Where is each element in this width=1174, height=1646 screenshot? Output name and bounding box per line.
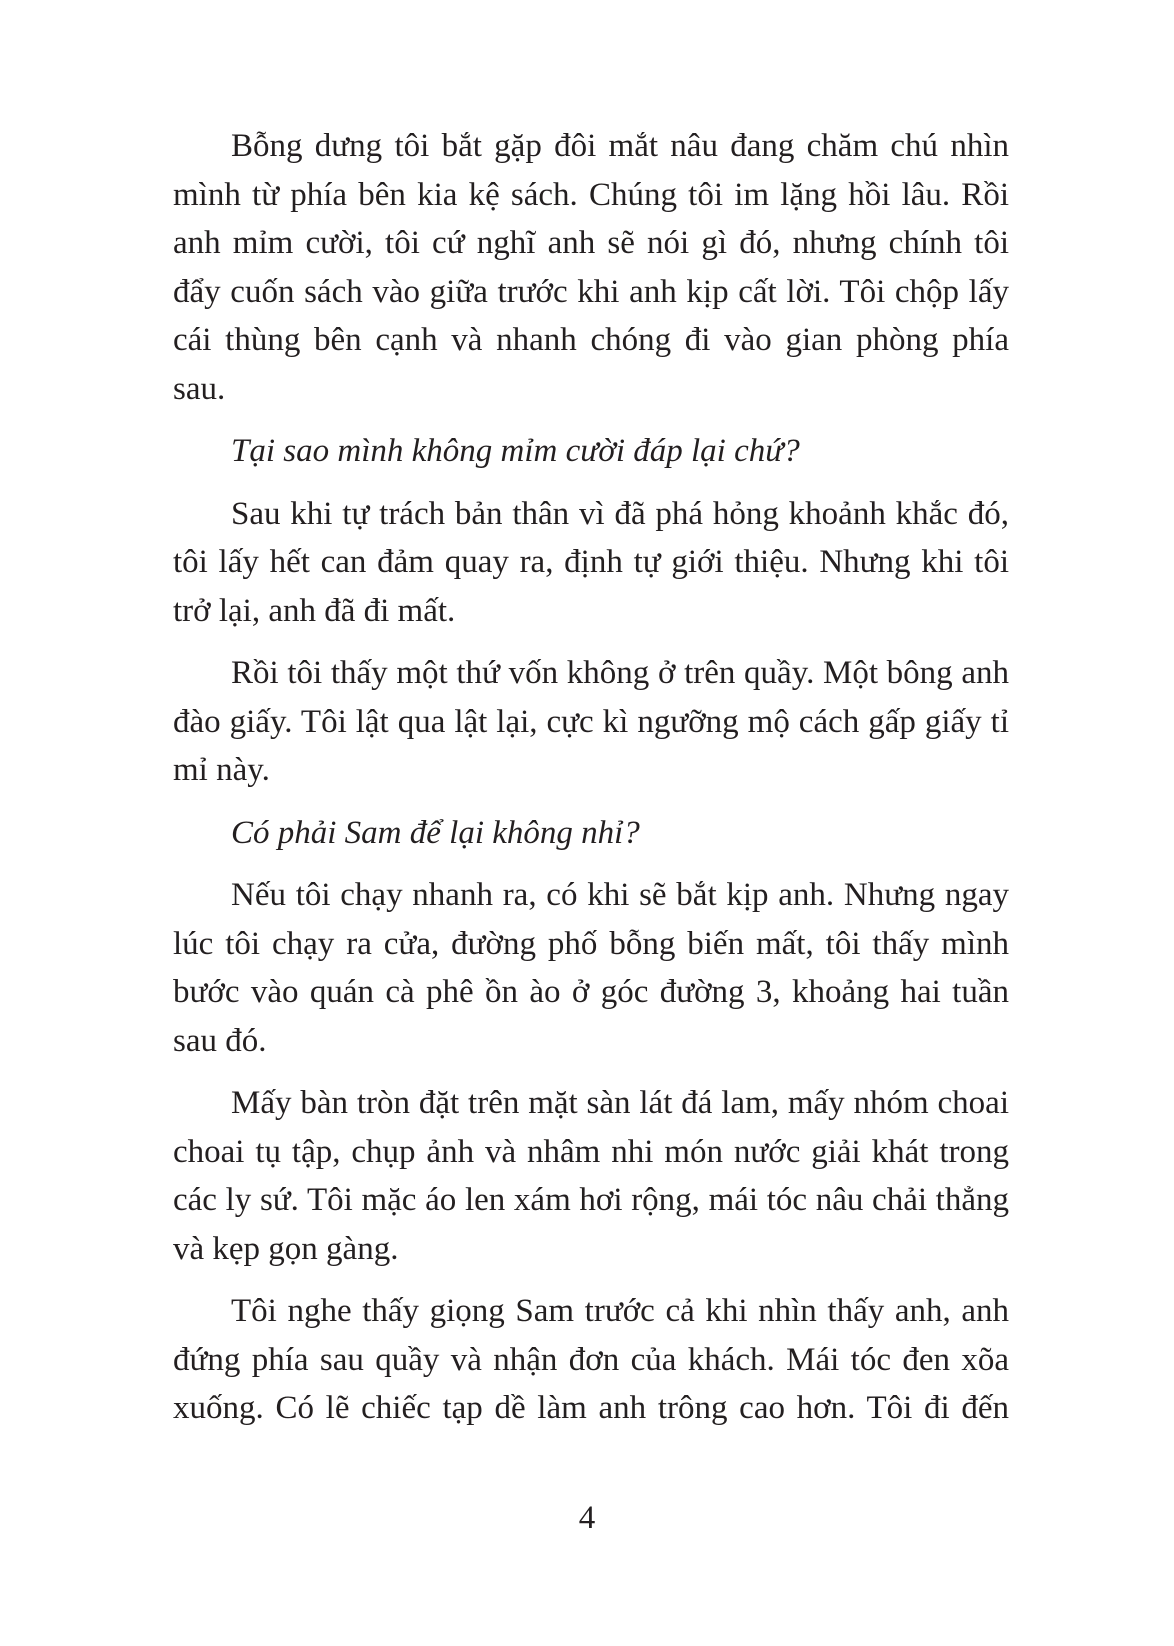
body-text (173, 122, 1009, 1447)
italic-thought: Có phải Sam để lại không nhỉ? (231, 814, 640, 851)
paragraph: Bỗng dưng tôi bắt gặp đôi mắt nâu đang chăm chú nhìn mình từ phía bên kia kệ sách. Chúng tôi im lặng hồi lâu. Rồi anh mỉm cười, tôi cứ nghĩ anh sẽ nói gì đó, nhưng chính tôi đẩy cuốn sách vào giữa trước khi anh kịp cất lời. Tôi chộp lấy cái thùng bên cạnh và nhanh chóng đi vào gian phòng phía sau. (173, 128, 1009, 407)
paragraph: Mấy bàn tròn đặt trên mặt sàn lát đá lam, mấy nhóm choai choai tụ tập, chụp ảnh và nhâm nhi món nước giải khát trong các ly sứ. Tôi mặc áo len xám hơi rộng, mái tóc nâu chải thẳng và kẹp gọn gàng. (173, 1085, 1009, 1267)
paragraph: Rồi tôi thấy một thứ vốn không ở trên quầy. Một bông anh đào giấy. Tôi lật qua lật lại, cực kì ngưỡng mộ cách gấp giấy tỉ mỉ này. (173, 655, 1009, 788)
italic-thought: Tại sao mình không mỉm cười đáp lại chứ? (231, 433, 800, 469)
page-number: 4 (578, 1500, 596, 1536)
paragraph: Nếu tôi chạy nhanh ra, có khi sẽ bắt kịp anh. Nhưng ngay lúc tôi chạy ra cửa, đường phố bỗng biến mất, tôi thấy mình bước vào quán cà phê ồn ào ở góc đường 3, khoảng hai tuần sau đó. (173, 877, 1009, 1059)
paragraph: Sau khi tự trách bản thân vì đã phá hỏng khoảnh khắc đó, tôi lấy hết can đảm quay ra, định tự giới thiệu. Nhưng khi tôi trở lại, anh đã đi mất. (173, 495, 1009, 629)
paragraph-continued: Tôi nghe thấy giọng Sam trước cả khi nhìn thấy anh, anh đứng phía sau quầy và nhận đơn của khách. Mái tóc đen xõa xuống. Có lẽ chiếc tạp dề làm anh trông cao hơn. Tôi đi đến (173, 1293, 1009, 1426)
